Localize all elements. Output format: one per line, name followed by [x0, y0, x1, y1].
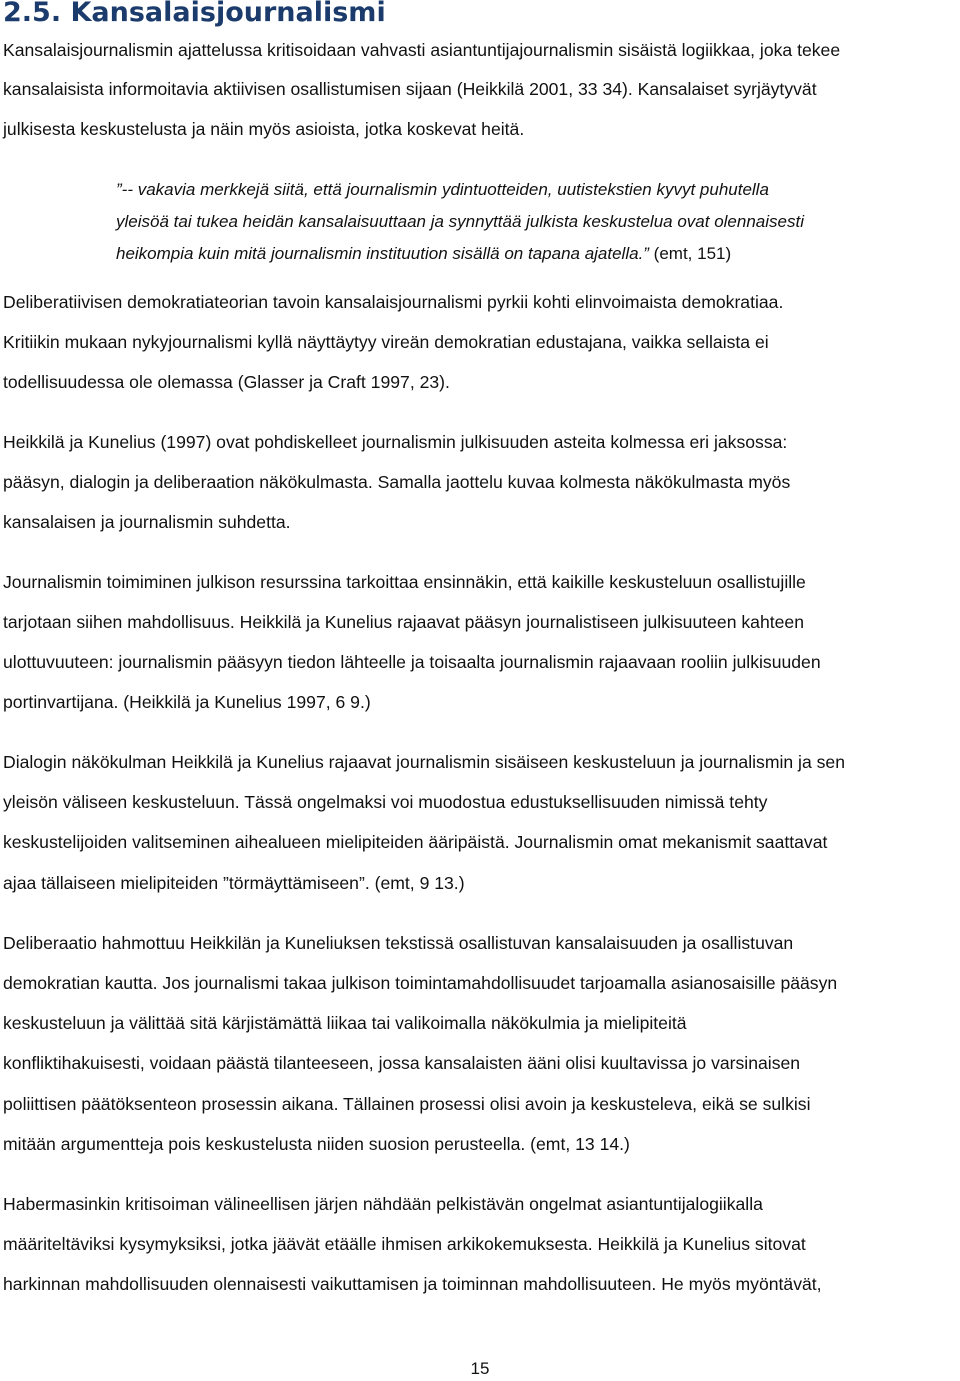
paragraph-line: pääsyn, dialogin ja deliberaation näkökulmasta. Samalla jaottelu kuvaa kolmesta näkökulmasta myös: [3, 472, 791, 492]
paragraph-line: Kritiikin mukaan nykyjournalismi kyllä näyttäytyy vireän demokratian edustajana, vaikka sellaista ei: [3, 332, 769, 352]
paragraph-line: tarjotaan siihen mahdollisuus. Heikkilä ja Kunelius rajaavat pääsyn journalistiseen julkisuuteen kahteen: [3, 612, 804, 632]
block-quote-line: ”-- vakavia merkkejä siitä, että journalismin ydintuotteiden, uutistekstien kyvyt puhutella: [116, 180, 769, 199]
paragraph-line: Deliberatiivisen demokratiateorian tavoin kansalaisjournalismi pyrkii kohti elinvoimaista demokratiaa.: [3, 292, 784, 312]
paragraph-line: keskusteluun ja välittää sitä kärjistämättä liikaa tai valikoimalla näkökulmia ja mielipiteitä: [3, 1013, 687, 1033]
paragraph-line: portinvartijana. (Heikkilä ja Kunelius 1997, 6 9.): [3, 692, 371, 712]
intro-line: kansalaisista informoitavia aktiivisen osallistumisen sijaan (Heikkilä 2001, 33 34). Kansalaiset syrjäytyvät: [3, 79, 817, 99]
paragraph-line: mitään argumentteja pois keskustelusta niiden suosion perusteella. (emt, 13 14.): [3, 1134, 630, 1154]
paragraph-line: ulottuvuuteen: journalismin pääsyyn tiedon lähteelle ja toisaalta journalismin rajaavaan rooliin julkisuuden: [3, 652, 821, 672]
quote-citation: (emt, 151): [648, 244, 732, 263]
paragraph-line: todellisuudessa ole olemassa (Glasser ja Craft 1997, 23).: [3, 372, 450, 392]
block-quote-line: [116, 243, 731, 265]
paragraph-line: konfliktihakuisesti, voidaan päästä tilanteeseen, jossa kansalaisten ääni olisi kuultavissa jo varsinaisen: [3, 1053, 801, 1073]
paragraph-line: Journalismin toimiminen julkison resurssina tarkoittaa ensinnäkin, että kaikille keskusteluun osallistujille: [3, 572, 806, 592]
paragraph-line: yleisön väliseen keskusteluun. Tässä ongelmaksi voi muodostua edustuksellisuuden nimissä tehty: [3, 792, 768, 812]
paragraph-line: ajaa tällaiseen mielipiteiden ”törmäyttämiseen”. (emt, 9 13.): [3, 873, 465, 893]
paragraph-line: Habermasinkin kritisoiman välineellisen järjen nähdään pelkistävän ongelmat asiantuntijalogiikalla: [3, 1194, 763, 1214]
intro-line: Kansalaisjournalismin ajattelussa kritisoidaan vahvasti asiantuntijajournalismin sisäistä logiikkaa, joka tekee: [3, 40, 841, 60]
block-quote-line: yleisöä tai tukea heidän kansalaisuuttaan ja synnyttää julkista keskustelua ovat olennaisesti: [116, 212, 804, 231]
paragraph-line: Dialogin näkökulman Heikkilä ja Kunelius rajaavat journalismin sisäiseen keskusteluun ja journalismin ja sen: [3, 752, 846, 772]
section-heading: 2.5. Kansalaisjournalismi: [3, 0, 386, 28]
paragraph-line: määriteltäviksi kysymyksiksi, jotka jäävät etäälle ihmisen arkikokemuksesta. Heikkilä ja Kunelius sitovat: [3, 1234, 806, 1254]
paragraph-line: Deliberaatio hahmottuu Heikkilän ja Kuneliuksen tekstissä osallistuvan kansalaisuuden ja osallistuvan: [3, 933, 794, 953]
paragraph-line: poliittisen päätöksenteon prosessin aikana. Tällainen prosessi olisi avoin ja keskusteleva, eikä se sulkisi: [3, 1094, 811, 1114]
block-quote-text: heikompia kuin mitä journalismin instituution sisällä on tapana ajatella.”: [116, 244, 649, 263]
intro-line: julkisesta keskustelusta ja näin myös asioista, jotka koskevat heitä.: [3, 119, 525, 139]
paragraph-line: demokratian kautta. Jos journalismi takaa julkison toimintamahdollisuudet tarjoamalla asianosaisille pääsyn: [3, 973, 838, 993]
paragraph-line: keskustelijoiden valitseminen aihealueen mielipiteiden ääripäistä. Journalismin omat mekanismit saattavat: [3, 832, 828, 852]
page-number: 15: [470, 1359, 490, 1378]
paragraph-line: harkinnan mahdollisuuden olennaisesti vaikuttamisen ja toiminnan mahdollisuuteen. He myös myöntävät,: [3, 1274, 822, 1294]
paragraph-line: kansalaisen ja journalismin suhdetta.: [3, 512, 291, 532]
paragraph-line: Heikkilä ja Kunelius (1997) ovat pohdiskelleet journalismin julkisuuden asteita kolmessa eri jaksossa:: [3, 432, 788, 452]
